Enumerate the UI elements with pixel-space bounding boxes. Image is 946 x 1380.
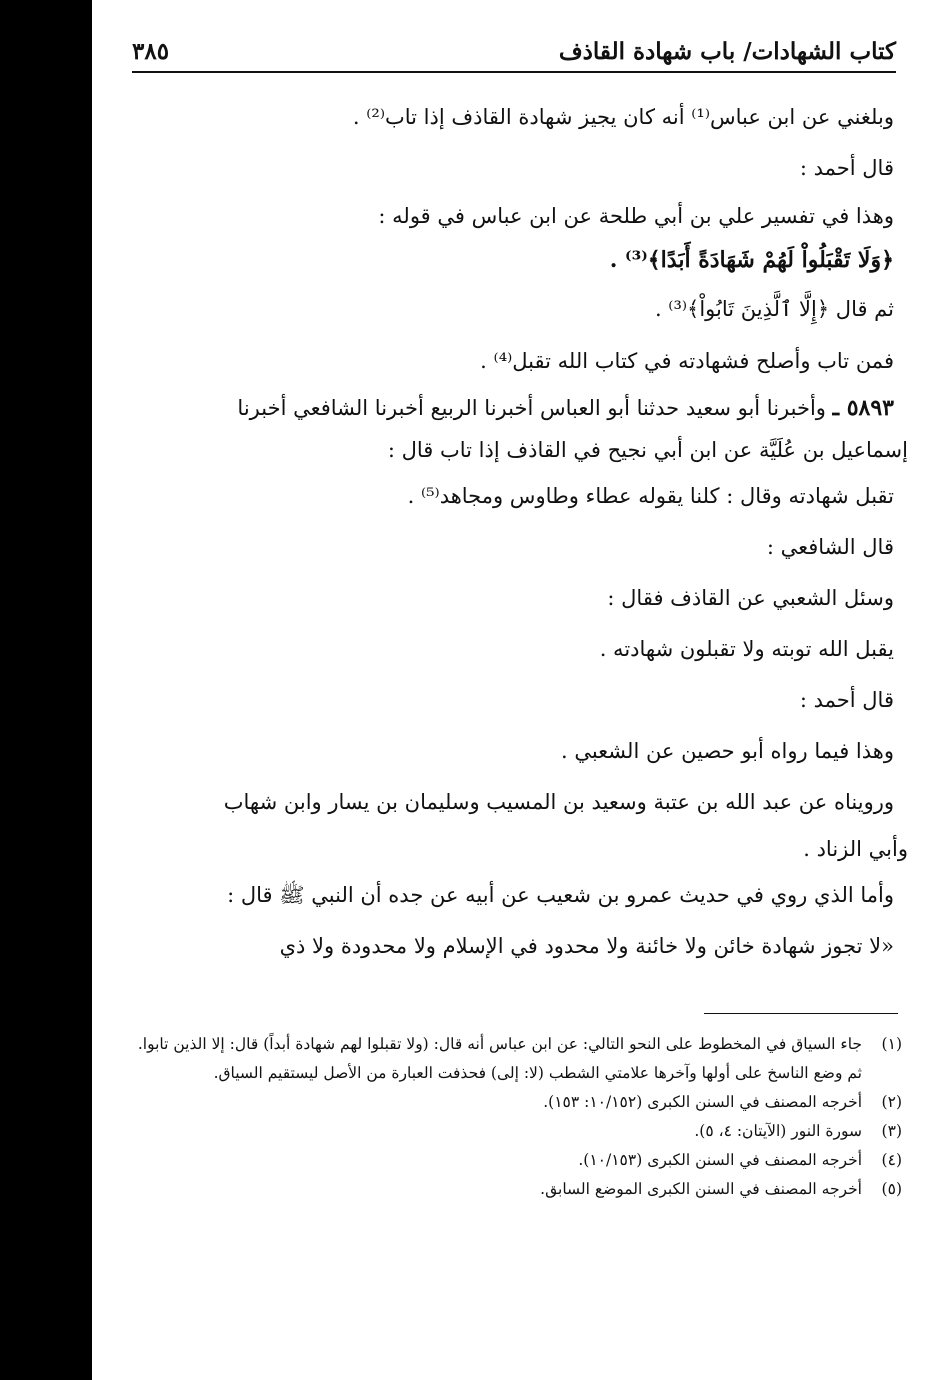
footnote-text: جاء السياق في المخطوط على النحو التالي: عن ابن عباس أنه قال: (ولا تقبلوا لهم شهادة أبداً) قال: إلا الذين تابوا. (137, 1035, 862, 1053)
chapter-title: كتاب الشهادات/ باب شهادة القاذف (558, 37, 896, 65)
page-number: ٣٨٥ (132, 37, 170, 65)
paragraph: قال أحمد : (799, 688, 894, 712)
paragraph: يقبل الله توبته ولا تقبلون شهادته . (599, 637, 894, 661)
footnote-mark: (٤) (881, 1151, 902, 1169)
header-rule (132, 71, 896, 73)
footnote-mark: (٢) (881, 1093, 902, 1111)
footnote-rule (704, 1013, 898, 1014)
footnote (134, 1117, 902, 1146)
paragraph: ثم قال ﴿إِلَّا ٱلَّذِينَ تَابُواْ﴾⁽³⁾ . (654, 297, 894, 321)
paragraph: فمن تاب وأصلح فشهادته في كتاب الله تقبل⁽⁴⁾ . (480, 349, 894, 373)
paragraph: «لا تجوز شهادة خائن ولا خائنة ولا محدود في الإسلام ولا محدودة ولا ذي (279, 934, 894, 958)
book-page (92, 0, 946, 1380)
footnote-mark: (٥) (881, 1180, 902, 1198)
footnote-mark: (٣) (881, 1122, 902, 1140)
footnote-continuation: ثم وضع الناسخ على أولها وآخرها علامتي الشطب (لا: إلى) فحذفت العبارة من الأصل ليستقيم السياق. (213, 1064, 862, 1082)
footnote-text: أخرجه المصنف في السنن الكبرى (١٠/١٥٢: ١٥٣). (543, 1093, 862, 1111)
quran-verse: ﴿وَلَا تَقْبَلُواْ لَهُمْ شَهَادَةً أَبَدًا﴾⁽³⁾ . (609, 247, 894, 273)
paragraph: وسئل الشعبي عن القاذف فقال : (607, 586, 894, 610)
footnote (134, 1088, 902, 1117)
main-text (134, 92, 908, 972)
paragraph: وهذا في تفسير علي بن أبي طلحة عن ابن عباس في قوله : (378, 204, 894, 228)
footnote-text: أخرجه المصنف في السنن الكبرى (١٠/١٥٣). (578, 1151, 862, 1169)
footnote-text: أخرجه المصنف في السنن الكبرى الموضع السابق. (540, 1180, 862, 1198)
hadith-text: وأخبرنا أبو سعيد حدثنا أبو العباس أخبرنا الربيع أخبرنا الشافعي أخبرنا (237, 396, 826, 420)
paragraph: قال أحمد : (799, 156, 894, 180)
paragraph: وأما الذي روي في حديث عمرو بن شعيب عن أبيه عن جده أن النبي ﷺ قال : (227, 883, 894, 907)
running-header (132, 34, 896, 68)
footnote-mark: (١) (881, 1035, 902, 1053)
hadith-paragraph (134, 387, 894, 429)
paragraph: وبلغني عن ابن عباس⁽¹⁾ أنه كان يجيز شهادة القاذف إذا تاب⁽²⁾ . (352, 105, 894, 129)
footnote (134, 1175, 902, 1204)
paragraph: وأبي الزناد . (803, 837, 908, 861)
footnote (134, 1030, 902, 1059)
paragraph: وهذا فيما رواه أبو حصين عن الشعبي . (560, 739, 894, 763)
hadith-number: ٥٨٩٣ ـ (832, 395, 894, 421)
paragraph: تقبل شهادته وقال : كلنا يقوله عطاء وطاوس ومجاهد⁽⁵⁾ . (407, 484, 894, 508)
paragraph: ورويناه عن عبد الله بن عتبة وسعيد بن المسيب وسليمان بن يسار وابن شهاب (223, 790, 894, 814)
footnotes (134, 1030, 902, 1204)
paragraph: قال الشافعي : (766, 535, 894, 559)
footnote (134, 1146, 902, 1175)
scan-edge-shadow (0, 0, 92, 1380)
footnote-text: سورة النور (الآيتان: ٤، ٥). (694, 1122, 862, 1140)
paragraph: إسماعيل بن عُلَيَّة عن ابن أبي نجيح في القاذف إذا تاب قال : (387, 438, 908, 462)
